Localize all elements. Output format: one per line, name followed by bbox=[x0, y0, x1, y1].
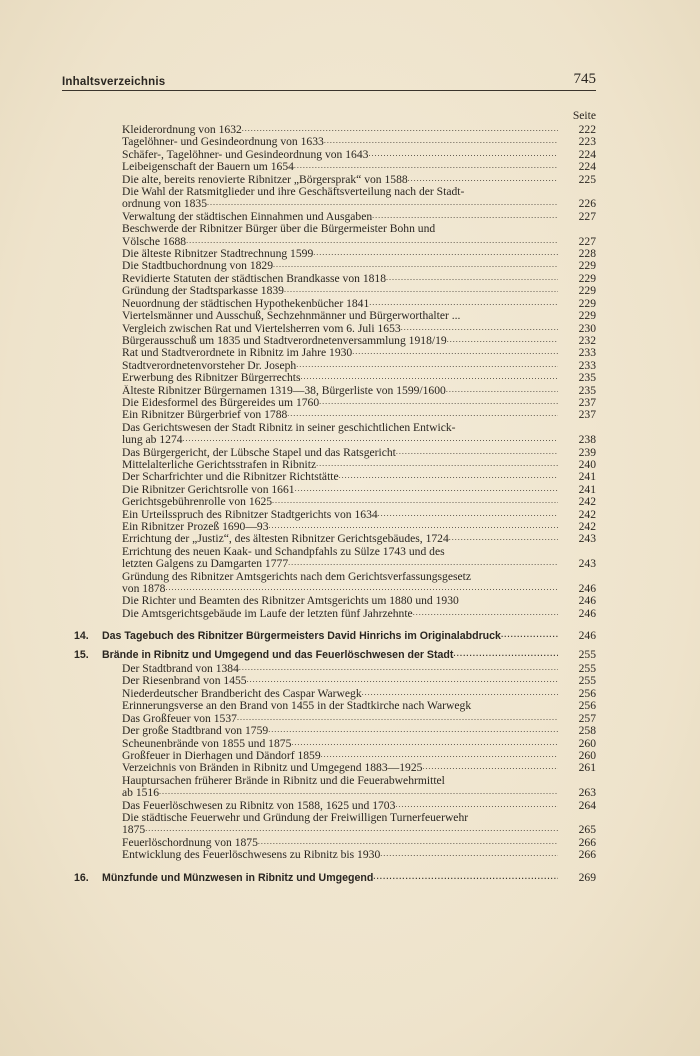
toc-entry-title: Tagelöhner- und Gesindeordnung von 1633 ..... bbox=[122, 136, 558, 148]
toc-entry-title: Das Großfeuer von 1537 ..... bbox=[122, 713, 558, 725]
toc-entry-page: 240 bbox=[578, 457, 596, 471]
toc-entry bbox=[62, 571, 596, 583]
toc-entry-title: Völsche 1688 ..... bbox=[122, 236, 558, 248]
toc-entry-title: Verwaltung der städtischen Einnahmen und Ausgaben ..... bbox=[122, 211, 558, 223]
toc-entry-page: 233 bbox=[578, 346, 596, 360]
toc-entry-page: 229 bbox=[578, 296, 596, 310]
toc-entry bbox=[62, 136, 596, 148]
toc-entry bbox=[62, 186, 596, 198]
toc-entry bbox=[62, 675, 596, 687]
toc-entry-title: Hauptursachen früherer Brände in Ribnitz und die Feuerabwehrmittel bbox=[122, 774, 445, 787]
toc-entry-title: Mittelalterliche Gerichtsstrafen in Ribnitz ..... bbox=[122, 459, 558, 471]
toc-entry-page: 228 bbox=[578, 247, 596, 261]
toc-entry-title: Die Richter und Beamten des Ribnitzer Amtsgerichts um 1880 und 1930 bbox=[122, 595, 459, 608]
toc-entry-title: Leibeigenschaft der Bauern um 1654 ..... bbox=[122, 161, 558, 173]
toc-entry-title: Vergleich zwischen Rat und Viertelsherren vom 6. Juli 1653 ..... bbox=[122, 323, 558, 335]
toc-entry-title: Errichtung der „Justiz“, des ältesten Ribnitzer Gerichtsgebäudes, 1724 ..... bbox=[122, 533, 558, 545]
toc-entry bbox=[62, 149, 596, 161]
toc-entry bbox=[62, 583, 596, 595]
toc-entry-title: Das Bürgergericht, der Lübsche Stapel und das Ratsgericht ..... bbox=[122, 447, 558, 459]
toc-entry-page: 242 bbox=[578, 520, 596, 533]
toc-entry-page: 260 bbox=[578, 748, 596, 762]
toc-entry-page: 229 bbox=[578, 284, 596, 298]
toc-entry-page: 235 bbox=[578, 371, 596, 385]
toc-entry-title: Die Wahl der Ratsmitglieder und ihre Geschäftsverteilung nach der Stadt- bbox=[122, 186, 465, 199]
toc-entry-title: Erwerbung des Ribnitzer Bürgerrechts ..... bbox=[122, 372, 558, 384]
toc-entry bbox=[62, 223, 596, 235]
toc-entry-page: 255 bbox=[578, 674, 596, 688]
toc-entry-title: ordnung von 1835 ..... bbox=[122, 198, 558, 210]
toc-entry-title: Ein Ribnitzer Prozeß 1690—93 ..... bbox=[122, 521, 558, 533]
toc-entry bbox=[62, 397, 596, 409]
toc-entry-page: 225 bbox=[578, 172, 596, 186]
toc-entry-page: 258 bbox=[578, 724, 596, 738]
toc-entry bbox=[62, 372, 596, 384]
toc-entry-page: 264 bbox=[578, 798, 596, 812]
section-title: Brände in Ribnitz und Umgegend und das Feuerlöschwesen der Stadt ..... bbox=[102, 649, 558, 661]
toc-entry-page: 243 bbox=[578, 557, 596, 571]
toc-entry bbox=[62, 360, 596, 372]
toc-entry-page: 223 bbox=[578, 135, 596, 149]
toc-entry-page: 256 bbox=[578, 699, 596, 713]
header-page-number: 745 bbox=[573, 71, 596, 87]
toc-entry-title: Die Eidesformel des Bürgereides um 1760 ..... bbox=[122, 397, 558, 409]
toc-entry-title: Ein Ribnitzer Bürgerbrief von 1788 ..... bbox=[122, 409, 558, 421]
toc-entry-page: 238 bbox=[578, 433, 596, 447]
toc-entry bbox=[62, 762, 596, 774]
toc-entry-title: Die älteste Ribnitzer Stadtrechnung 1599 ..... bbox=[122, 248, 558, 260]
toc-entry-page: 241 bbox=[578, 470, 596, 484]
toc-entry bbox=[62, 447, 596, 459]
toc-entry-page: 232 bbox=[578, 333, 596, 347]
toc-entry-title: Feuerlöschordnung von 1875 ..... bbox=[122, 837, 558, 849]
toc-entry-page: 237 bbox=[578, 408, 596, 422]
toc-entry-title: ab 1516 ..... bbox=[122, 787, 558, 799]
toc-entry-page: 260 bbox=[578, 736, 596, 750]
toc-entry-title: Errichtung des neuen Kaak- und Schandpfahls zu Sülze 1743 und des bbox=[122, 545, 445, 558]
toc-entry-title: Gerichtsgebührenrolle von 1625 ..... bbox=[122, 496, 558, 508]
toc-entry-page: 230 bbox=[578, 321, 596, 335]
toc-entry-title: Revidierte Statuten der städtischen Brandkasse von 1818 ..... bbox=[122, 273, 558, 285]
section-number: 15. bbox=[74, 648, 89, 661]
toc-section bbox=[62, 630, 596, 642]
toc-entry-title: Die Amtsgerichtsgebäude im Laufe der letzten fünf Jahrzehnte ..... bbox=[122, 608, 558, 620]
header-title: Inhaltsverzeichnis bbox=[62, 76, 166, 88]
toc-entry-title: Der Scharfrichter und die Ribnitzer Richtstätte ..... bbox=[122, 471, 558, 483]
toc-entry-page: 227 bbox=[578, 234, 596, 248]
toc-entry-title: Der Stadtbrand von 1384 ..... bbox=[122, 663, 558, 675]
toc-entry-title: Neuordnung der städtischen Hypothekenbücher 1841 ..... bbox=[122, 298, 558, 310]
toc-entry bbox=[62, 422, 596, 434]
toc-entry-title: Der Riesenbrand von 1455 ..... bbox=[122, 675, 558, 687]
toc-entry bbox=[62, 347, 596, 359]
toc-entry bbox=[62, 837, 596, 849]
toc-entry-title: Stadtverordnetenvorsteher Dr. Joseph ..... bbox=[122, 360, 558, 372]
toc-entry-title: Niederdeutscher Brandbericht des Caspar Warwegk ..... bbox=[122, 688, 558, 700]
toc-entry bbox=[62, 688, 596, 700]
toc-entry-title: Rat und Stadtverordnete in Ribnitz im Jahre 1930 ..... bbox=[122, 347, 558, 359]
toc-entry-page: 237 bbox=[578, 395, 596, 409]
toc-entry bbox=[62, 496, 596, 508]
toc-entry-title: Der große Stadtbrand von 1759 ..... bbox=[122, 725, 558, 737]
table-of-contents bbox=[62, 124, 596, 889]
toc-section bbox=[62, 649, 596, 661]
toc-entry bbox=[62, 124, 596, 136]
toc-entry-page: 222 bbox=[578, 123, 596, 136]
toc-entry bbox=[62, 323, 596, 335]
toc-entry-page: 265 bbox=[578, 823, 596, 837]
toc-entry-page: 257 bbox=[578, 711, 596, 725]
toc-entry bbox=[62, 787, 596, 799]
toc-entry-page: 242 bbox=[578, 495, 596, 509]
toc-entry-page: 235 bbox=[578, 383, 596, 397]
toc-entry bbox=[62, 713, 596, 725]
toc-entry-title: Älteste Ribnitzer Bürgernamen 1319—38, Bürgerliste von 1599/1600 ..... bbox=[122, 385, 558, 397]
toc-entry bbox=[62, 459, 596, 471]
toc-entry bbox=[62, 533, 596, 545]
toc-entry-title: Viertelsmänner und Ausschuß, Sechzehnmänner und Bürgerworthalter ... bbox=[122, 310, 461, 323]
toc-entry-title: Scheunenbrände von 1855 und 1875 ..... bbox=[122, 738, 558, 750]
toc-entry-title: Die Stadtbuchordnung von 1829 ..... bbox=[122, 260, 558, 272]
toc-entry-title: Beschwerde der Ribnitzer Bürger über die Bürgermeister Bohn und bbox=[122, 223, 436, 236]
toc-entry bbox=[62, 484, 596, 496]
toc-entry bbox=[62, 700, 596, 712]
toc-entry bbox=[62, 824, 596, 836]
toc-entry bbox=[62, 471, 596, 483]
toc-entry-title: Das Gerichtswesen der Stadt Ribnitz in seiner geschichtlichen Entwick- bbox=[122, 421, 456, 434]
toc-entry bbox=[62, 260, 596, 272]
toc-entry-title: Großfeuer in Dierhagen und Dändorf 1859 ..... bbox=[122, 750, 558, 762]
toc-entry bbox=[62, 521, 596, 533]
toc-entry bbox=[62, 509, 596, 521]
toc-entry-page: 224 bbox=[578, 160, 596, 174]
toc-entry-page: 261 bbox=[578, 761, 596, 775]
toc-entry-title: Die Ribnitzer Gerichtsrolle von 1661 ..... bbox=[122, 484, 558, 496]
toc-entry bbox=[62, 211, 596, 223]
toc-entry-page: 242 bbox=[578, 507, 596, 521]
toc-entry-page: 256 bbox=[578, 686, 596, 700]
toc-entry-page: 226 bbox=[578, 197, 596, 211]
section-page: 269 bbox=[578, 870, 596, 884]
toc-entry bbox=[62, 298, 596, 310]
section-page: 255 bbox=[578, 647, 596, 661]
toc-entry-title: Schäfer-, Tagelöhner- und Gesindeordnung von 1643 ..... bbox=[122, 149, 558, 161]
toc-entry-page: 224 bbox=[578, 147, 596, 161]
toc-entry bbox=[62, 608, 596, 620]
toc-entry bbox=[62, 738, 596, 750]
toc-entry bbox=[62, 546, 596, 558]
toc-entry bbox=[62, 335, 596, 347]
toc-entry bbox=[62, 775, 596, 787]
toc-entry-page: 243 bbox=[578, 532, 596, 546]
toc-entry-title: Bürgerausschuß um 1835 und Stadtverordnetenversammlung 1918/19 ..... bbox=[122, 335, 558, 347]
toc-entry-page: 239 bbox=[578, 445, 596, 459]
toc-entry-title: Ein Urteilsspruch des Ribnitzer Stadtgerichts von 1634 ..... bbox=[122, 509, 558, 521]
section-number: 14. bbox=[74, 630, 89, 643]
toc-entry-title: Kleiderordnung von 1632 ..... bbox=[122, 124, 558, 136]
toc-entry-title: lung ab 1274 ..... bbox=[122, 434, 558, 446]
toc-entry bbox=[62, 663, 596, 675]
toc-entry-page: 229 bbox=[578, 271, 596, 285]
toc-entry bbox=[62, 849, 596, 861]
toc-entry-title: Gründung der Stadtsparkasse 1839 ..... bbox=[122, 285, 558, 297]
toc-entry-page: 266 bbox=[578, 848, 596, 862]
toc-entry-page: 229 bbox=[578, 309, 596, 323]
toc-entry-title: von 1878 ..... bbox=[122, 583, 558, 595]
toc-entry bbox=[62, 409, 596, 421]
toc-entry bbox=[62, 248, 596, 260]
toc-entry bbox=[62, 198, 596, 210]
toc-entry bbox=[62, 273, 596, 285]
toc-entry-page: 246 bbox=[578, 606, 596, 620]
section-title: Münzfunde und Münzwesen in Ribnitz und Umgegend ..... bbox=[102, 872, 558, 884]
toc-entry bbox=[62, 750, 596, 762]
toc-entry bbox=[62, 434, 596, 446]
toc-entry bbox=[62, 595, 596, 607]
toc-entry-title: Die alte, bereits renovierte Ribnitzer „Börgersprak“ von 1588 ..... bbox=[122, 174, 558, 186]
toc-entry bbox=[62, 174, 596, 186]
toc-entry bbox=[62, 725, 596, 737]
toc-entry-title: Erinnerungsverse an den Brand von 1455 in der Stadtkirche nach Warwegk bbox=[122, 700, 472, 713]
toc-entry-title: Das Feuerlöschwesen zu Ribnitz von 1588, 1625 und 1703 ..... bbox=[122, 800, 558, 812]
toc-entry-title: Gründung des Ribnitzer Amtsgerichts nach dem Gerichtsverfassungsgesetz bbox=[122, 570, 472, 583]
toc-entry bbox=[62, 285, 596, 297]
toc-entry-title: Entwicklung des Feuerlöschwesens zu Ribnitz bis 1930 ..... bbox=[122, 849, 558, 861]
toc-entry-page: 233 bbox=[578, 358, 596, 372]
toc-entry bbox=[62, 161, 596, 173]
toc-entry-page: 246 bbox=[578, 594, 596, 608]
section-number: 16. bbox=[74, 871, 89, 884]
toc-entry-page: 263 bbox=[578, 786, 596, 800]
page-column-label: Seite bbox=[572, 109, 596, 122]
toc-entry-page: 255 bbox=[578, 662, 596, 676]
toc-section bbox=[62, 872, 596, 884]
section-title: Das Tagebuch des Ribnitzer Bürgermeisters David Hinrichs im Originalabdruck ..... bbox=[102, 630, 558, 642]
toc-entry-title: letzten Galgens zu Damgarten 1777 ..... bbox=[122, 558, 558, 570]
toc-entry-title: Verzeichnis von Bränden in Ribnitz und Umgegend 1883—1925 ..... bbox=[122, 762, 558, 774]
toc-entry-title: 1875 ..... bbox=[122, 824, 558, 836]
running-header bbox=[62, 72, 596, 91]
toc-entry-title: Die städtische Feuerwehr und Gründung der Freiwilligen Turnerfeuerwehr bbox=[122, 811, 469, 824]
toc-entry bbox=[62, 310, 596, 322]
toc-entry bbox=[62, 236, 596, 248]
toc-entry-page: 246 bbox=[578, 582, 596, 596]
toc-entry-page: 266 bbox=[578, 835, 596, 849]
toc-entry bbox=[62, 385, 596, 397]
toc-entry bbox=[62, 812, 596, 824]
toc-entry-page: 229 bbox=[578, 259, 596, 273]
toc-entry bbox=[62, 558, 596, 570]
section-page: 246 bbox=[578, 629, 596, 643]
toc-entry-page: 241 bbox=[578, 482, 596, 496]
toc-entry-page: 227 bbox=[578, 209, 596, 223]
toc-entry bbox=[62, 800, 596, 812]
